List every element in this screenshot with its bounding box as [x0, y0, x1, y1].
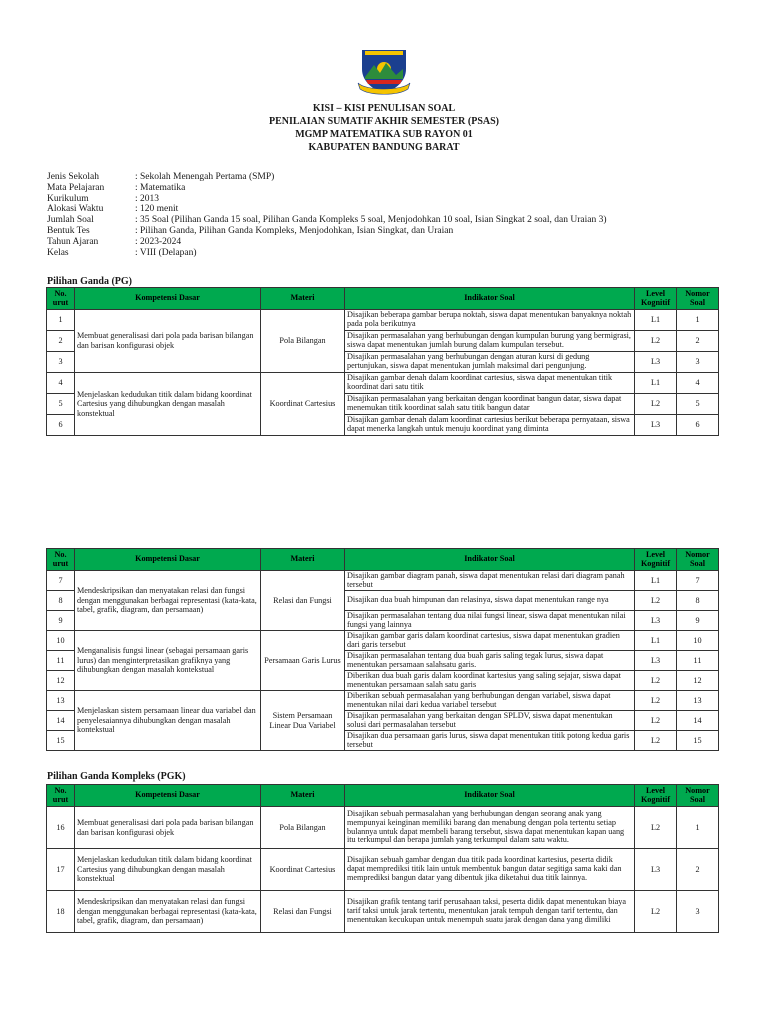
cell-no-urut: 1	[47, 310, 75, 331]
cell-level-kognitif: L3	[635, 849, 677, 891]
cell-nomor-soal: 3	[677, 352, 719, 373]
table-row	[47, 631, 719, 651]
header-no-urut: No. urut	[47, 288, 75, 310]
cell-level-kognitif: L3	[635, 611, 677, 631]
cell-level-kognitif: L2	[635, 591, 677, 611]
table-row	[47, 310, 719, 331]
cell-indikator-soal: Disajikan gambar denah dalam koordinat cartesius berikut beberapa pernyataan, siswa dapat menerka langkah untuk menuju koordinat yang diminta	[345, 415, 635, 436]
exam-info-table	[47, 172, 607, 258]
info-label: Bentuk Tes	[47, 225, 90, 236]
cell-no-urut: 8	[47, 591, 75, 611]
cell-indikator-soal: Diberikan sebuah permasalahan yang berhubungan dengan variabel, siswa dapat menentukan nilai dari kedua variabel tersebut	[345, 691, 635, 711]
cell-nomor-soal: 8	[677, 591, 719, 611]
info-row	[47, 194, 607, 205]
cell-kompetensi-dasar: Menjelaskan kedudukan titik dalam bidang koordinat Cartesius yang dihubungkan dengan masalah konstektual	[75, 849, 261, 891]
header-no-urut: No. urut	[47, 549, 75, 571]
cell-kompetensi-dasar: Mendeskripsikan dan menyatakan relasi dan fungsi dengan menggunakan berbagai representasi (kata-kata, tabel, grafik, diagram, dan persamaan)	[75, 571, 261, 631]
info-label: Jumlah Soal	[47, 215, 94, 226]
cell-indikator-soal: Disajikan permasalahan yang berkaitan dengan SPLDV, siswa dapat menentukan solusi dari permasalahan tersebut	[345, 711, 635, 731]
cell-materi: Relasi dan Fungsi	[261, 891, 345, 933]
header-level-kognitif: Level Kognitif	[635, 549, 677, 571]
table-row	[47, 691, 719, 711]
header-indikator-soal: Indikator Soal	[345, 785, 635, 807]
table-header-row	[47, 549, 719, 571]
info-row	[47, 183, 607, 194]
cell-nomor-soal: 7	[677, 571, 719, 591]
cell-indikator-soal: Disajikan permasalahan yang berhubungan dengan kumpulan burung yang bermigrasi, siswa dapat menentukan jumlah burung dalam kumpulan tersebut.	[345, 331, 635, 352]
cell-kompetensi-dasar: Mendeskripsikan dan menyatakan relasi dan fungsi dengan menggunakan berbagai representasi (kata-kata, tabel, grafik, diagram, dan persamaan)	[75, 891, 261, 933]
header-level-kognitif: Level Kognitif	[635, 785, 677, 807]
header-kabupaten: KABUPATEN BANDUNG BARAT	[308, 142, 460, 153]
cell-no-urut: 17	[47, 849, 75, 891]
info-label: Kurikulum	[47, 193, 89, 204]
table-header-row	[47, 288, 719, 310]
cell-kompetensi-dasar: Membuat generalisasi dari pola pada barisan bilangan dan barisan konfigurasi objek	[75, 310, 261, 373]
cell-no-urut: 4	[47, 373, 75, 394]
kabupaten-bandung-barat-emblem-icon	[356, 47, 412, 97]
cell-nomor-soal: 15	[677, 731, 719, 751]
cell-nomor-soal: 1	[677, 310, 719, 331]
cell-no-urut: 5	[47, 394, 75, 415]
cell-no-urut: 14	[47, 711, 75, 731]
info-value: : Matematika	[135, 182, 186, 193]
cell-materi: Koordinat Cartesius	[261, 849, 345, 891]
cell-indikator-soal: Disajikan permasalahan yang berkaitan dengan koordinat bangun datar, siswa dapat menemukan titik koordinat salah satu titik bangun datar	[345, 394, 635, 415]
info-value: : VIII (Delapan)	[135, 247, 197, 258]
section-title-pg: Pilihan Ganda (PG)	[47, 276, 133, 287]
cell-nomor-soal: 5	[677, 394, 719, 415]
cell-indikator-soal: Disajikan dua buah himpunan dan relasinya, siswa dapat menentukan range nya	[345, 591, 635, 611]
pgk-table	[46, 784, 719, 933]
cell-kompetensi-dasar: Menganalisis fungsi linear (sebagai persamaan garis lurus) dan menginterpretasikan grafiknya yang dihubungkan dengan masalah kontekstual	[75, 631, 261, 691]
cell-indikator-soal: Disajikan dua persamaan garis lurus, siswa dapat menentukan titik potong kedua garis tersebut	[345, 731, 635, 751]
cell-level-kognitif: L2	[635, 691, 677, 711]
cell-kompetensi-dasar: Menjelaskan kedudukan titik dalam bidang koordinat Cartesius yang dihubungkan dengan masalah konstektual	[75, 373, 261, 436]
cell-level-kognitif: L2	[635, 331, 677, 352]
header-kompetensi-dasar: Kompetensi Dasar	[75, 288, 261, 310]
info-value: : 2023-2024	[135, 236, 182, 247]
info-row	[47, 226, 607, 237]
table-row	[47, 807, 719, 849]
header-no-urut: No. urut	[47, 785, 75, 807]
cell-no-urut: 6	[47, 415, 75, 436]
info-row	[47, 204, 607, 215]
header-materi: Materi	[261, 288, 345, 310]
cell-materi: Koordinat Cartesius	[261, 373, 345, 436]
cell-indikator-soal: Disajikan beberapa gambar berupa noktah, siswa dapat menentukan banyaknya noktah pada pola berikutnya	[345, 310, 635, 331]
cell-nomor-soal: 4	[677, 373, 719, 394]
cell-nomor-soal: 2	[677, 331, 719, 352]
cell-materi: Persamaan Garis Lurus	[261, 631, 345, 691]
pg-table-continued	[46, 548, 719, 751]
cell-level-kognitif: L2	[635, 891, 677, 933]
cell-no-urut: 12	[47, 671, 75, 691]
cell-kompetensi-dasar: Menjelaskan sistem persamaan linear dua variabel dan penyelesaiannya dihubungkan dengan masalah kontekstual	[75, 691, 261, 751]
cell-no-urut: 16	[47, 807, 75, 849]
cell-indikator-soal: Disajikan grafik tentang tarif perusahaan taksi, peserta didik dapat menentukan biaya tarif taksi untuk jarak tertentu, menentukan jarak tempuh dengan tarif tertentu, dan menentukan kecukupan untuk menempuh suatu jarak dengan dana yang dimiliki	[345, 891, 635, 933]
cell-materi: Pola Bilangan	[261, 310, 345, 373]
info-row	[47, 237, 607, 248]
cell-level-kognitif: L2	[635, 394, 677, 415]
cell-no-urut: 15	[47, 731, 75, 751]
table-row	[47, 373, 719, 394]
cell-level-kognitif: L1	[635, 373, 677, 394]
info-label: Alokasi Waktu	[47, 204, 104, 215]
header-nomor-soal: Nomor Soal	[677, 549, 719, 571]
cell-indikator-soal: Diberikan dua buah garis dalam koordinat kartesius yang saling sejajar, siswa dapat menentukan persamaan salah satu garis	[345, 671, 635, 691]
header-subtitle: PENILAIAN SUMATIF AKHIR SEMESTER (PSAS)	[268, 116, 500, 127]
cell-indikator-soal: Disajikan permasalahan tentang dua buah garis saling tegak lurus, siswa dapat menentukan persamaan salahsatu garis.	[345, 651, 635, 671]
cell-level-kognitif: L1	[635, 310, 677, 331]
info-label: Tahun Ajaran	[47, 236, 99, 247]
header-mgmp: MGMP MATEMATIKA SUB RAYON 01	[295, 129, 473, 140]
header-materi: Materi	[261, 785, 345, 807]
pg-table	[46, 287, 719, 436]
info-label: Kelas	[47, 247, 69, 258]
document-header	[0, 102, 768, 154]
cell-materi: Relasi dan Fungsi	[261, 571, 345, 631]
cell-level-kognitif: L1	[635, 571, 677, 591]
section-title-pgk: Pilihan Ganda Kompleks (PGK)	[47, 771, 186, 782]
cell-nomor-soal: 9	[677, 611, 719, 631]
cell-level-kognitif: L1	[635, 631, 677, 651]
cell-no-urut: 13	[47, 691, 75, 711]
cell-level-kognitif: L2	[635, 711, 677, 731]
cell-nomor-soal: 6	[677, 415, 719, 436]
info-label: Jenis Sekolah	[47, 172, 99, 182]
cell-no-urut: 11	[47, 651, 75, 671]
info-label: Mata Pelajaran	[47, 182, 105, 193]
table-row	[47, 849, 719, 891]
table-row	[47, 571, 719, 591]
header-kompetensi-dasar: Kompetensi Dasar	[75, 785, 261, 807]
cell-level-kognitif: L3	[635, 415, 677, 436]
header-materi: Materi	[261, 549, 345, 571]
header-nomor-soal: Nomor Soal	[677, 288, 719, 310]
info-value: : Sekolah Menengah Pertama (SMP)	[135, 172, 275, 182]
cell-indikator-soal: Disajikan sebuah permasalahan yang berhubungan dengan seorang anak yang mempunyai keinginan memiliki barang dan menabung dengan pola tertentu setiap bulannya untuk dapat membeli barang tersebut, siswa dapat menentukan kapan uang itu terkumpul dan berapa jumlah yang terkumpul dalam satu waktu.	[345, 807, 635, 849]
cell-indikator-soal: Disajikan gambar diagram panah, siswa dapat menentukan relasi dari diagram panah tersebut	[345, 571, 635, 591]
cell-level-kognitif: L2	[635, 731, 677, 751]
cell-no-urut: 9	[47, 611, 75, 631]
info-value: : 35 Soal (Pilihan Ganda 15 soal, Pilihan Ganda Kompleks 5 soal, Menjodohkan 10 soal, Isian Singkat 2 soal, dan Uraian 3)	[135, 215, 607, 226]
cell-no-urut: 7	[47, 571, 75, 591]
info-value: : Pilihan Ganda, Pilihan Ganda Kompleks, Menjodohkan, Isian Singkat, dan Uraian	[135, 225, 454, 236]
header-kompetensi-dasar: Kompetensi Dasar	[75, 549, 261, 571]
cell-nomor-soal: 3	[677, 891, 719, 933]
cell-no-urut: 3	[47, 352, 75, 373]
cell-no-urut: 18	[47, 891, 75, 933]
cell-no-urut: 2	[47, 331, 75, 352]
cell-nomor-soal: 14	[677, 711, 719, 731]
header-indikator-soal: Indikator Soal	[345, 288, 635, 310]
cell-indikator-soal: Disajikan gambar garis dalam koordinat cartesius, siswa dapat menentukan gradien dari garis tersebut	[345, 631, 635, 651]
info-row	[47, 172, 607, 183]
cell-indikator-soal: Disajikan permasalahan yang berhubungan dengan aturan kursi di gedung pertunjukan, siswa dapat menentukan jumlah maksimal dari pengunjung.	[345, 352, 635, 373]
header-level-kognitif: Level Kognitif	[635, 288, 677, 310]
cell-level-kognitif: L3	[635, 352, 677, 373]
cell-nomor-soal: 12	[677, 671, 719, 691]
info-value: : 120 menit	[135, 204, 179, 215]
cell-materi: Sistem Persamaan Linear Dua Variabel	[261, 691, 345, 751]
cell-materi: Pola Bilangan	[261, 807, 345, 849]
cell-level-kognitif: L3	[635, 651, 677, 671]
cell-nomor-soal: 10	[677, 631, 719, 651]
table-row	[47, 891, 719, 933]
cell-indikator-soal: Disajikan sebuah gambar dengan dua titik pada koordinat kartesius, peserta didik dapat memprediksi titik lain untuk membentuk bangun datar segitiga sama kaki dan memprediksi bangun datar yang dibentuk jika diketahui dua titik lainnya.	[345, 849, 635, 891]
header-indikator-soal: Indikator Soal	[345, 549, 635, 571]
cell-level-kognitif: L2	[635, 807, 677, 849]
table-header-row	[47, 785, 719, 807]
cell-no-urut: 10	[47, 631, 75, 651]
info-row	[47, 215, 607, 226]
cell-indikator-soal: Disajikan permasalahan tentang dua nilai fungsi linear, siswa dapat menentukan nilai fungsi yang lainnya	[345, 611, 635, 631]
cell-level-kognitif: L2	[635, 671, 677, 691]
info-value: : 2013	[135, 193, 160, 204]
cell-indikator-soal: Disajikan gambar denah dalam koordinat cartesius, siswa dapat menentukan titik koordinat dari satu titik	[345, 373, 635, 394]
info-row	[47, 248, 607, 259]
cell-nomor-soal: 1	[677, 807, 719, 849]
header-title: KISI – KISI PENULISAN SOAL	[312, 103, 456, 114]
cell-nomor-soal: 13	[677, 691, 719, 711]
cell-nomor-soal: 2	[677, 849, 719, 891]
cell-kompetensi-dasar: Membuat generalisasi dari pola pada barisan bilangan dan barisan konfigurasi objek	[75, 807, 261, 849]
cell-nomor-soal: 11	[677, 651, 719, 671]
header-nomor-soal: Nomor Soal	[677, 785, 719, 807]
